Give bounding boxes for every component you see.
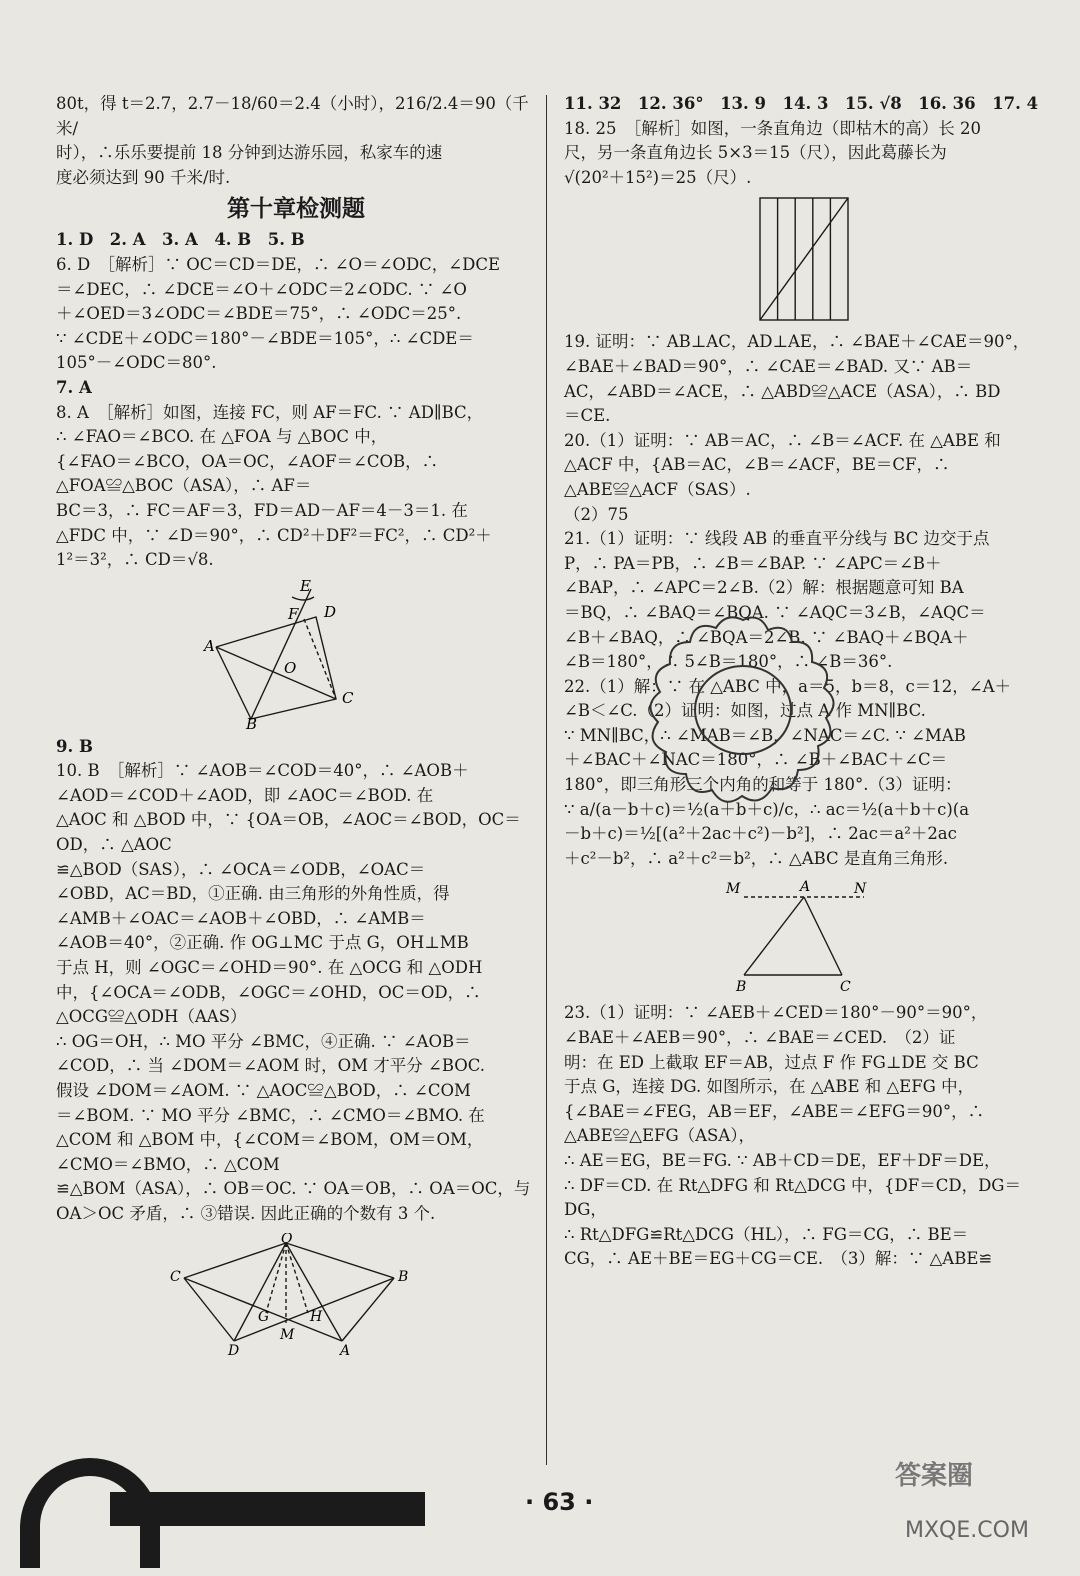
answer-line: 于点 G，连接 DG. 如图所示，在 △ABE 和 △EFG 中， [564,1077,975,1097]
answer-line: ∠AOB＝40°，②正确. 作 OG⊥MC 于点 G，OH⊥MB [56,933,469,953]
answer-line: 1. D 2. A 3. A 4. B 5. B [56,230,305,250]
intro-line: 时），∴乐乐要提前 18 分钟到达游乐园，私家车的速 [56,143,443,163]
answer-line: 180°，即三角形三个内角的和等于 180°.（3）证明： [564,775,962,795]
fig22-label-n: N [854,881,867,898]
answer-line: 6. D ［解析］∵ OC＝CD＝DE，∴ ∠O＝∠ODC，∠DCE [56,254,501,274]
fig8-label-o: O [284,658,297,677]
figure-q18 [754,196,854,324]
answer-line: △COM 和 △BOM 中，{∠COM＝∠BOM，OM＝OM，∠CMO＝∠BMO，∴ △COM [56,1130,484,1174]
answer-line: ∠OBD，AC＝BD，①正确. 由三角形的外角性质，得 [56,884,450,904]
answer-line: AC，∠ABD＝∠ACE，∴ △ABD≌△ACE（ASA），∴ BD [564,381,1001,401]
fig10-label-a: A [340,1342,351,1358]
fig22-label-c: C [840,979,851,996]
fig8-label-e: E [300,578,311,595]
watermark-logo: 答案圈 [895,1461,974,1491]
column-divider [546,95,547,1465]
fig22-label-a: A [800,879,811,896]
footer-arc-inner [40,1476,140,1576]
answer-line: ＝BQ，∴ ∠BAQ＝∠BQA. ∵ ∠AQC＝3∠B，∠AQC＝ [564,602,986,622]
answer-line: ∴ OG＝OH，∴ MO 平分 ∠BMC，④正确. ∵ ∠AOB＝ [56,1031,471,1051]
answer-line: ∵ MN∥BC，∴ ∠MAB＝∠B，∠NAC＝∠C. ∵ ∠MAB [564,725,966,745]
answer-line: √(20²＋15²)＝25（尺）. [564,167,752,187]
fig8-label-b: B [246,714,258,729]
answer-line: OA＞OC 矛盾，∴ ③错误. 因此正确的个数有 3 个. [56,1203,436,1223]
answer-line: 22.（1）解：∵ 在 △ABC 中，a＝5，b＝8，c＝12，∠A＋ [564,676,1012,696]
stamp-seal [638,612,848,812]
answer-line: ≌△BOM（ASA），∴ OB＝OC. ∵ OA＝OB，∴ OA＝OC，与 [56,1179,531,1199]
answer-line: ∠COD，∴ 当 ∠DOM＝∠AOM 时，OM 才平分 ∠BOC. [56,1056,486,1076]
fig22-label-b: B [736,979,747,996]
answer-line: （2）75 [564,504,629,524]
fig10-label-h: H [310,1308,323,1325]
fig8-label-f: F [288,604,299,623]
answer-line: 19. 证明：∵ AB⊥AC，AD⊥AE，∴ ∠BAE＋∠CAE＝90°， [564,332,1030,352]
fig10-label-b: B [398,1268,409,1285]
fig22-label-m: M [726,881,741,898]
answer-line: CG，∴ AE＋BE＝EG＋CG＝CE. （3）解：∵ △ABE≌ [564,1249,993,1269]
answer-line: △FDC 中，∵ ∠D＝90°，∴ CD²＋DF²＝FC²，∴ CD²＋ [56,525,492,545]
fig10-label-g: G [258,1308,270,1325]
answer-line: ＋c²－b²，∴ a²＋c²＝b²，∴ △ABC 是直角三角形. [564,848,949,868]
figure-q22 [724,877,884,995]
answer-line: ∠BAP，∴ ∠APC＝2∠B.（2）解：根据题意可知 BA [564,578,964,598]
answer-line: ∠BAE＋∠AEB＝90°，∴ ∠BAE＝∠CED. （2）证 [564,1028,956,1048]
answer-line: 11. 32 12. 36° 13. 9 14. 3 15. √8 16. 36 17. 4 [564,94,1039,113]
answer-line: ≌△BOD（SAS），∴ ∠OCA＝∠ODB，∠OAC＝ [56,859,426,879]
answer-line: ＋∠OED＝3∠ODC＝∠BDE＝75°，∴ ∠ODC＝25°. [56,304,462,324]
answer-line: 尺，另一条直角边长 5×3＝15（尺），因此葛藤长为 [564,143,947,163]
answer-line: 于点 H，则 ∠OGC＝∠OHD＝90°. 在 △OCG 和 △ODH [56,958,483,978]
answer-line: ∠AOD＝∠COD＋∠AOD，即 ∠AOC＝∠BOD. 在 [56,785,434,805]
fig8-label-c: C [342,688,354,707]
answer-line: ∴ DF＝CD. 在 Rt△DFG 和 Rt△DCG 中，{DF＝CD，DG＝DG， [564,1175,1021,1220]
answer-line: ∴ AE＝EG，BE＝FG. ∵ AB＋CD＝DE，EF＋DF＝DE， [564,1151,1001,1170]
answer-line: ＝∠DEC，∴ ∠DCE＝∠O＋∠ODC＝2∠ODC. ∵ ∠O [56,279,467,299]
intro-line: 80t，得 t＝2.7，2.7－18/60＝2.4（小时），216/2.4＝90（千米/ [56,94,529,138]
intro-line: 度必须达到 90 千米/时. [56,167,231,187]
answer-line: {∠FAO＝∠BCO，OA＝OC，∠AOF＝∠COB，∴ △FOA≌△BOC（ASA），∴ AF＝ [56,451,439,496]
footer-bar [110,1492,425,1526]
fig10-label-o: O [281,1232,293,1247]
answer-line: P，∴ PA＝PB，∴ ∠B＝∠BAP. ∵ ∠APC＝∠B＋ [564,553,942,573]
answer-line: ∴ ∠FAO＝∠BCO. 在 △FOA 与 △BOC 中， [56,427,388,447]
fig10-label-d: D [228,1342,240,1358]
fig8-label-d: D [324,602,337,621]
answer-line: 20.（1）证明：∵ AB＝AC，∴ ∠B＝∠ACF. 在 △ABE 和 [564,430,1001,450]
answer-line: 23.（1）证明：∵ ∠AEB＋∠CED＝180°－90°＝90°， [564,1003,988,1023]
answer-line: ∠AMB＋∠OAC＝∠AOB＋∠OBD，∴ ∠AMB＝ [56,908,426,928]
answer-line: ＋∠BAC＋∠NAC＝180°，∴ ∠B＋∠BAC＋∠C＝ [564,750,948,770]
answer-line: ∴ Rt△DFG≌Rt△DCG（HL），∴ FG＝CG，∴ BE＝ [564,1224,969,1244]
answer-line: －b＋c)＝½[(a²＋2ac＋c²)－b²]，∴ 2ac＝a²＋2ac [564,824,957,844]
watermark-url: MXQE.COM [905,1518,1029,1543]
answer-line: △ACF 中，{AB＝AC，∠B＝∠ACF，BE＝CF，∴ △ABE≌△ACF（SAS）. [564,455,950,499]
figure-q10 [166,1233,426,1358]
answer-line: 21.（1）证明：∵ 线段 AB 的垂直平分线与 BC 边交于点 [564,529,990,549]
section-title: 第十章检测题 [227,196,365,223]
fig10-label-c: C [170,1268,181,1285]
answer-line: ＝∠BOM. ∵ MO 平分 ∠BMC，∴ ∠CMO＝∠BMO. 在 [56,1105,485,1125]
answer-line: 18. 25 ［解析］如图，一条直角边（即枯木的高）长 20 [564,118,981,138]
answer-line: ∠B＋∠BAQ，∴ ∠BQA＝2∠B. ∵ ∠BAQ＋∠BQA＋ [564,627,969,647]
answer-line: {∠BAE＝∠FEG，AB＝EF，∠ABE＝∠EFG＝90°，∴ △ABE≌△EFG（ASA）， [564,1101,985,1146]
left-column [56,92,536,1364]
answer-line: ＝CE. [564,406,611,426]
answer-line: ∵ ∠CDE＋∠ODC＝180°－∠BDE＝105°，∴ ∠CDE＝ [56,328,474,348]
answer-line: 9. B [56,736,93,756]
answer-line: 假设 ∠DOM＝∠AOM. ∵ △AOC≌△BOD，∴ ∠COM [56,1081,471,1100]
answer-line: 7. A [56,377,92,397]
answer-line: ∠B＝180°，∴ 5∠B＝180°，∴ ∠B＝36°. [564,652,893,672]
answer-line: BC＝3，∴ FC＝AF＝3，FD＝AD－AF＝4－3＝1. 在 [56,500,468,520]
fig8-label-a: A [204,636,215,655]
answer-line: ∵ a/(a－b＋c)＝½(a＋b＋c)/c，∴ ac＝½(a＋b＋c)(a [564,799,970,819]
answer-line: 8. A ［解析］如图，连接 FC，则 AF＝FC. ∵ AD∥BC， [56,402,484,422]
page-number: · 63 · [525,1488,594,1516]
answer-line: 1²＝3²，∴ CD＝√8. [56,550,214,570]
answer-line: 明：在 ED 上截取 EF＝AB，过点 F 作 FG⊥DE 交 BC [564,1052,979,1072]
figure-q8 [196,579,396,729]
answer-line: ∠BAE＋∠BAD＝90°，∴ ∠CAE＝∠BAD. 又∵ AB＝ [564,356,973,376]
answer-line: ∠B＜∠C.（2）证明：如图，过点 A 作 MN∥BC. [564,701,926,721]
answer-line: 105°－∠ODC＝80°. [56,353,217,373]
answer-line: 中，{∠OCA＝∠ODB，∠OGC＝∠OHD，OC＝OD，∴ △OCG≌△ODH（AAS） [56,982,481,1027]
answer-line: △AOC 和 △BOD 中，∵ {OA＝OB，∠AOC＝∠BOD，OC＝OD，∴ △AOC [56,810,521,855]
fig10-label-m: M [280,1326,295,1343]
answer-line: 10. B ［解析］∵ ∠AOB＝∠COD＝40°，∴ ∠AOB＋ [56,761,469,781]
